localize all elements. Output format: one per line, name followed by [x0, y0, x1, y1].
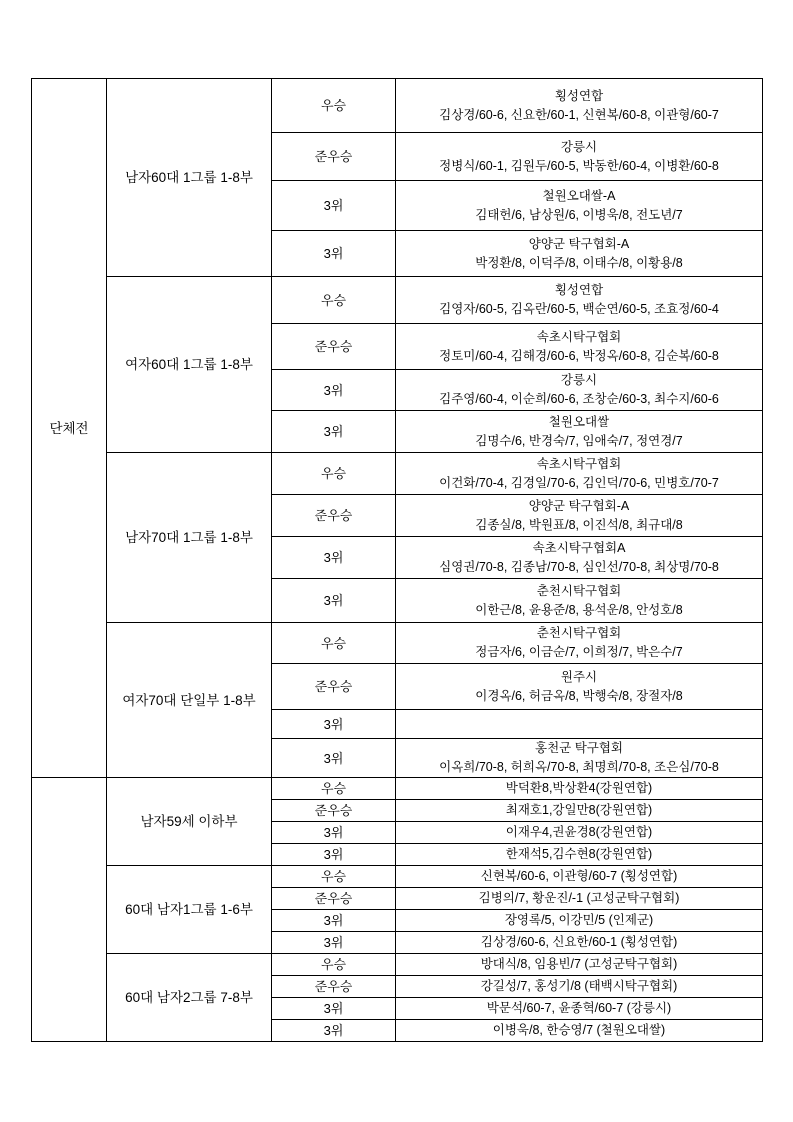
category-cell: 60대 남자1그룹 1-6부	[107, 866, 272, 954]
category-cell: 남자59세 이하부	[107, 778, 272, 866]
result-cell	[396, 664, 763, 710]
team-members: 심영권/70-8, 김종남/70-8, 심인선/70-8, 최상명/70-8	[439, 559, 719, 574]
team-name: 춘천시탁구협회	[536, 626, 622, 640]
team-name: 횡성연합	[554, 283, 604, 297]
team-name: 원주시	[560, 669, 598, 684]
rank-cell: 3위	[272, 844, 396, 866]
table-row	[32, 866, 763, 888]
team-name: 속초시탁구협회A	[532, 540, 626, 555]
category-cell: 여자60대 1그룹 1-8부	[107, 277, 272, 453]
rank-cell: 3위	[272, 181, 396, 231]
result-cell: 박문석/60-7, 윤종혁/60-7 (강릉시)	[396, 998, 763, 1020]
result-cell	[396, 579, 763, 623]
result-cell	[396, 133, 763, 181]
result-cell	[396, 453, 763, 495]
rank-cell: 3위	[272, 932, 396, 954]
rank-cell: 3위	[272, 998, 396, 1020]
result-cell: 김병의/7, 황운진/-1 (고성군탁구협회)	[396, 888, 763, 910]
team-name: 홍천군 탁구협회	[535, 741, 623, 755]
team-members: 김영자/60-5, 김옥란/60-5, 백순연/60-5, 조효정/60-4	[439, 302, 719, 316]
rank-cell: 우승	[272, 778, 396, 800]
rank-cell: 3위	[272, 739, 396, 778]
table-row	[32, 778, 763, 800]
result-cell	[396, 324, 763, 370]
team-members: 김상경/60-6, 신요한/60-1, 신현복/60-8, 이관형/60-7	[439, 107, 719, 122]
rank-cell: 준우승	[272, 800, 396, 822]
result-cell	[396, 277, 763, 324]
team-members: 김명수/6, 반경숙/7, 임애숙/7, 정연경/7	[475, 433, 683, 448]
result-cell: 박덕환8,박상환4(강원연합)	[396, 778, 763, 800]
team-members: 김주영/60-4, 이순희/60-6, 조창순/60-3, 최수지/60-6	[439, 392, 719, 406]
results-table	[31, 78, 763, 1042]
rank-cell: 준우승	[272, 976, 396, 998]
result-cell	[396, 739, 763, 778]
result-cell: 방대식/8, 임용빈/7 (고성군탁구협회)	[396, 954, 763, 976]
category-cell: 남자70대 1그룹 1-8부	[107, 453, 272, 623]
result-cell	[396, 231, 763, 277]
team-name: 철원오대쌀	[548, 414, 610, 429]
result-cell: 이재우4,권윤경8(강원연합)	[396, 822, 763, 844]
rank-cell: 우승	[272, 866, 396, 888]
team-members: 정금자/6, 이금순/7, 이희정/7, 박은수/7	[475, 645, 683, 659]
team-name: 속초시탁구협회	[536, 329, 622, 344]
category-cell: 60대 남자2그룹 7-8부	[107, 954, 272, 1042]
rank-cell: 3위	[272, 1020, 396, 1042]
team-members: 김종실/8, 박원표/8, 이진석/8, 최규대/8	[475, 517, 683, 532]
rank-cell: 준우승	[272, 495, 396, 537]
table-row	[32, 79, 763, 133]
team-name: 양양군 탁구협회-A	[528, 498, 630, 513]
rank-cell: 3위	[272, 370, 396, 411]
event-cell	[32, 778, 107, 1042]
rank-cell: 준우승	[272, 888, 396, 910]
result-cell	[396, 710, 763, 739]
rank-cell: 3위	[272, 231, 396, 277]
result-cell: 장영록/5, 이강민/5 (인제군)	[396, 910, 763, 932]
result-cell: 강길성/7, 홍성기/8 (태백시탁구협회)	[396, 976, 763, 998]
result-cell	[396, 537, 763, 579]
result-cell	[396, 495, 763, 537]
team-members: 김태헌/6, 남상원/6, 이병욱/8, 전도년/7	[475, 207, 683, 222]
team-members: 이경옥/6, 허금옥/8, 박행숙/8, 장절자/8	[475, 688, 683, 703]
event-cell: 단체전	[32, 79, 107, 778]
team-name: 강릉시	[560, 373, 598, 387]
category-cell: 여자70대 단일부 1-8부	[107, 623, 272, 778]
result-cell: 이병욱/8, 한승영/7 (철원오대쌀)	[396, 1020, 763, 1042]
rank-cell: 3위	[272, 411, 396, 453]
team-members: 이옥희/70-8, 허희옥/70-8, 최명희/70-8, 조은심/70-8	[439, 760, 719, 774]
rank-cell: 준우승	[272, 664, 396, 710]
rank-cell: 준우승	[272, 133, 396, 181]
team-name: 춘천시탁구협회	[536, 583, 622, 598]
category-cell: 남자60대 1그룹 1-8부	[107, 79, 272, 277]
table-row	[32, 277, 763, 324]
team-name: 철원오대쌀-A	[542, 188, 616, 203]
team-name: 강릉시	[560, 139, 598, 154]
rank-cell: 우승	[272, 954, 396, 976]
rank-cell: 3위	[272, 910, 396, 932]
table-row	[32, 954, 763, 976]
result-cell: 최재호1,강일만8(강원연합)	[396, 800, 763, 822]
table-row	[32, 623, 763, 664]
team-members: 이한근/8, 윤용준/8, 용석운/8, 안성호/8	[475, 602, 683, 617]
team-members: 정토미/60-4, 김해경/60-6, 박정옥/60-8, 김순복/60-8	[439, 348, 719, 363]
rank-cell: 우승	[272, 453, 396, 495]
result-cell	[396, 411, 763, 453]
table-row	[32, 453, 763, 495]
result-cell	[396, 370, 763, 411]
rank-cell: 우승	[272, 79, 396, 133]
team-members: 박정환/8, 이덕주/8, 이태수/8, 이황용/8	[475, 255, 683, 270]
team-name: 속초시탁구협회	[536, 456, 622, 471]
result-cell	[396, 181, 763, 231]
rank-cell: 준우승	[272, 324, 396, 370]
result-cell: 한재석5,김수현8(강원연합)	[396, 844, 763, 866]
team-members: 이건화/70-4, 김경일/70-6, 김인덕/70-6, 민병호/70-7	[439, 475, 719, 490]
rank-cell: 3위	[272, 537, 396, 579]
rank-cell: 3위	[272, 822, 396, 844]
rank-cell: 우승	[272, 623, 396, 664]
rank-cell: 3위	[272, 579, 396, 623]
rank-cell: 우승	[272, 277, 396, 324]
team-name: 횡성연합	[554, 88, 604, 103]
result-cell: 신현복/60-6, 이관형/60-7 (횡성연합)	[396, 866, 763, 888]
result-cell	[396, 79, 763, 133]
rank-cell: 3위	[272, 710, 396, 739]
team-name: 양양군 탁구협회-A	[528, 236, 630, 251]
result-cell	[396, 623, 763, 664]
result-cell: 김상경/60-6, 신요한/60-1 (횡성연합)	[396, 932, 763, 954]
team-members: 정병식/60-1, 김원두/60-5, 박동한/60-4, 이병환/60-8	[439, 158, 719, 173]
